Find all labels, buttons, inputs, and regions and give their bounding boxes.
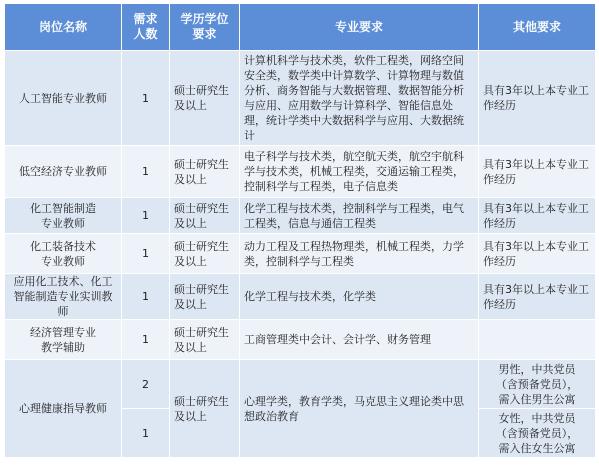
table-row [5, 234, 596, 274]
header-other: 其他要求 [479, 4, 596, 51]
cell-major: 化学工程与技术类，化学类 [240, 274, 479, 320]
cell-other: 男性，中共党员 （含预备党员）， 需入住男生公寓 [479, 360, 596, 409]
table-row [5, 274, 596, 320]
cell-degree: 硕士研究生 及以上 [170, 234, 240, 274]
cell-degree: 硕士研究生 及以上 [170, 198, 240, 234]
table-row [5, 51, 596, 146]
cell-major: 动力工程及工程热物理类，机械工程类，力学类，控制科学与工程类 [240, 234, 479, 274]
cell-position: 经济管理专业 教学辅助 [5, 320, 122, 360]
cell-other: 具有3年以上本专业工作经历 [479, 198, 596, 234]
cell-count: 1 [122, 198, 170, 234]
cell-major: 工商管理类中会计、会计学、财务管理 [240, 320, 479, 360]
recruitment-table-container [4, 3, 595, 463]
table-row [5, 360, 596, 409]
cell-position: 化工智能制造 专业教师 [5, 198, 122, 234]
cell-other [479, 320, 596, 360]
cell-count: 1 [122, 146, 170, 198]
cell-count: 1 [122, 320, 170, 360]
cell-position: 心理健康指导教师 [5, 360, 122, 458]
cell-count: 2 [122, 360, 170, 409]
table-row [5, 320, 596, 360]
cell-position: 低空经济专业教师 [5, 146, 122, 198]
cell-degree: 硕士研究生 及以上 [170, 51, 240, 146]
cell-other: 具有3年以上本专业工作经历 [479, 146, 596, 198]
table-row [5, 146, 596, 198]
cell-other: 女性，中共党员 （含预备党员）， 需入住女生公寓 [479, 409, 596, 458]
cell-degree: 硕士研究生 及以上 [170, 146, 240, 198]
header-row [5, 4, 596, 51]
cell-major: 化学工程与技术类，控制科学与工程类，电气工程类，信息与通信工程类 [240, 198, 479, 234]
table-row [5, 198, 596, 234]
cell-major: 电子科学与技术类，航空航天类，航空宇航科学与技术类，机械工程类，交通运输工程类，控制科学与工程类，电子信息类 [240, 146, 479, 198]
cell-degree: 硕士研究生 及以上 [170, 274, 240, 320]
cell-count: 1 [122, 234, 170, 274]
recruitment-table [4, 3, 596, 458]
cell-other: 具有3年以上本专业工作经历 [479, 274, 596, 320]
cell-count: 1 [122, 409, 170, 458]
header-position: 岗位名称 [5, 4, 122, 51]
cell-count: 1 [122, 274, 170, 320]
cell-position: 人工智能专业教师 [5, 51, 122, 146]
cell-major: 计算机科学与技术类，软件工程类，网络空间安全类，数学类中计算数学、计算物理与数值分析、商务智能与大数据管理、数据智能分析与应用、应用数学与计算科学、智能信息处理，统计学类中大数据科学与应用、大数据统计 [240, 51, 479, 146]
cell-position: 应用化工技术、化工智能制造专业实训教师 [5, 274, 122, 320]
header-degree: 学历学位 要求 [170, 4, 240, 51]
cell-degree: 硕士研究生 及以上 [170, 320, 240, 360]
cell-position: 化工装备技术 专业教师 [5, 234, 122, 274]
cell-other: 具有3年以上本专业工作经历 [479, 234, 596, 274]
cell-degree: 硕士研究生 及以上 [170, 360, 240, 458]
cell-other: 具有3年以上本专业工作经历 [479, 51, 596, 146]
cell-major: 心理学类，教育学类，马克思主义理论类中思想政治教育 [240, 360, 479, 458]
header-major: 专业要求 [240, 4, 479, 51]
cell-count: 1 [122, 51, 170, 146]
header-count: 需求 人数 [122, 4, 170, 51]
